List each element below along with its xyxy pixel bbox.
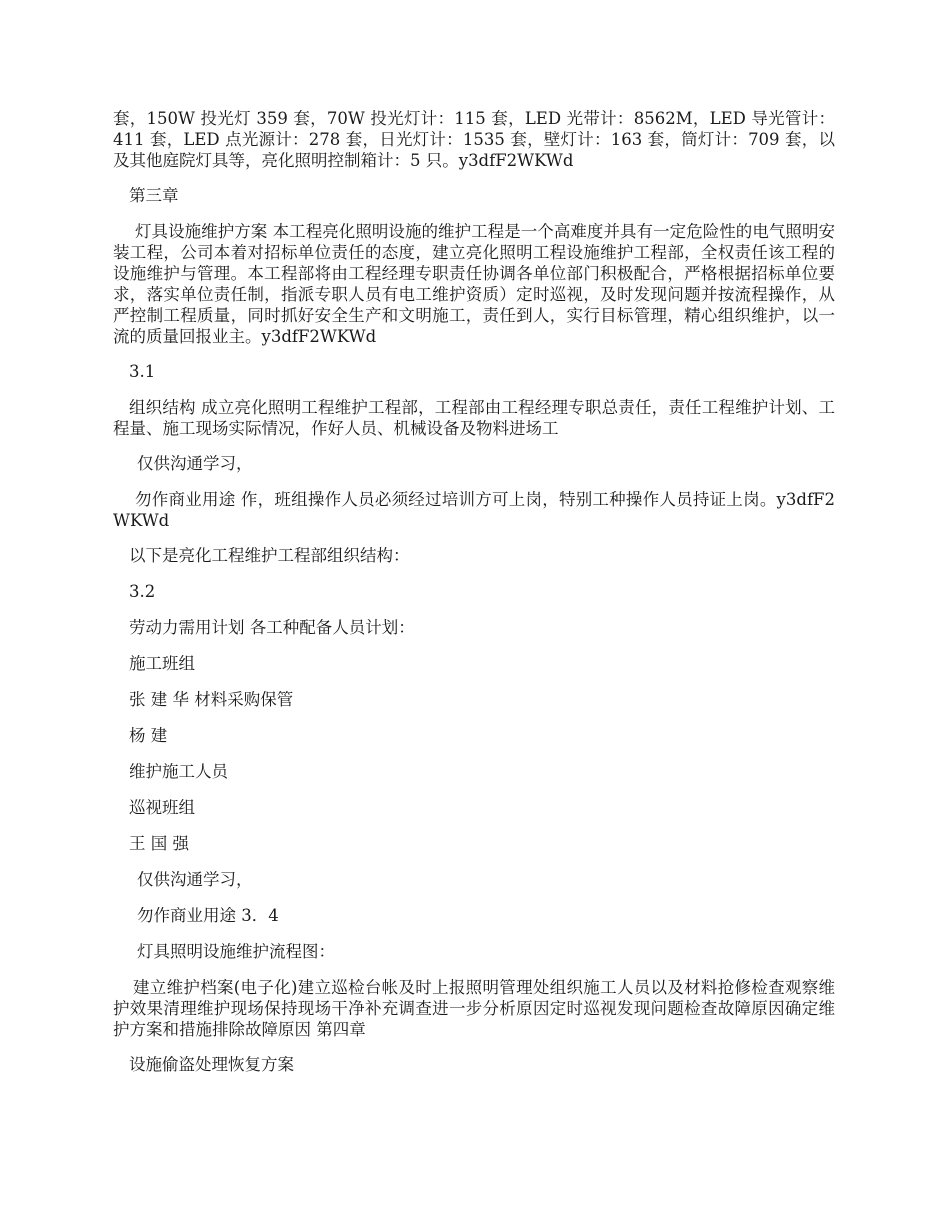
text-patrol-team: 巡视班组 <box>129 798 195 817</box>
paragraph-flowchart-steps: 建立维护档案(电子化)建立巡检台帐及时上报照明管理处组织施工人员以及材料抢修检查观察维护效果清理维护现场保持现场干净补充调查进一步分析原因定时巡视发现问题检查故障原因确定维护方案和措施排除故障原因 第四章 <box>113 978 835 1039</box>
text-wang-guoqiang: 王 国 强 <box>129 834 189 853</box>
paragraph-training: 勿作商业用途 作，班组操作人员必须经过培训方可上岗，特别工种操作人员持证上岗。y3dfF2WKWd <box>113 490 835 530</box>
paragraph-organization: 组织结构 成立亮化照明工程维护工程部，工程部由工程经理专职总责任，责任工程维护计划、工程量、施工现场实际情况，作好人员、机械设备及物料进场工 <box>113 398 835 438</box>
chapter-three-heading: 第三章 <box>129 186 179 205</box>
watermark-note-study: 仅供沟通学习， <box>137 454 253 473</box>
text-construction-team: 施工班组 <box>129 654 195 673</box>
paragraph-theft-recovery: 设施偷盗处理恢复方案 <box>129 1055 294 1074</box>
text-zhang-jianhua: 张 建 华 材料采购保管 <box>129 690 294 709</box>
document-page <box>113 108 835 1090</box>
paragraph-flowchart-title: 灯具照明设施维护流程图： <box>137 942 335 961</box>
watermark-note-study-2: 仅供沟通学习， <box>137 870 253 889</box>
text-yang-jian: 杨 建 <box>129 726 168 745</box>
section-3-2-heading: 3.2 <box>129 582 156 601</box>
section-3-1-heading: 3.1 <box>129 362 156 381</box>
paragraph-labor-plan: 劳动力需用计划 各工种配备人员计划： <box>129 618 415 637</box>
watermark-note-section-3-4: 勿作商业用途 3．4 <box>137 906 279 925</box>
paragraph-maintenance-plan: 灯具设施维护方案 本工程亮化照明设施的维护工程是一个高难度并具有一定危险性的电气照明安装工程，公司本着对招标单位责任的态度，建立亮化照明工程设施维护工程部，全权责任该工程的设施维护与管理。本工程部将由工程经理专职责任协调各单位部门积极配合，严格根据招标单位要求，落实单位责任制，指派专职人员有电工维护资质）定时巡视，及时发现问题并按流程操作，从严控制工程质量，同时抓好安全生产和文明施工，责任到人，实行目标管理，精心组织维护，以一流的质量回报业主。y3dfF2WKWd <box>113 222 835 346</box>
text-maintenance-staff: 维护施工人员 <box>129 762 228 781</box>
paragraph-org-structure-intro: 以下是亮化工程维护工程部组织结构： <box>129 546 410 565</box>
paragraph-lighting-inventory: 套，150W 投光灯 359 套，70W 投光灯计：115 套，LED 光带计：8562M，LED 导光管计：411 套，LED 点光源计：278 套，日光灯计：1535 套，壁灯计：163 套，筒灯计：709 套，以及其他庭院灯具等，亮化照明控制箱计：5 只。y3dfF2WKWd <box>113 109 835 170</box>
